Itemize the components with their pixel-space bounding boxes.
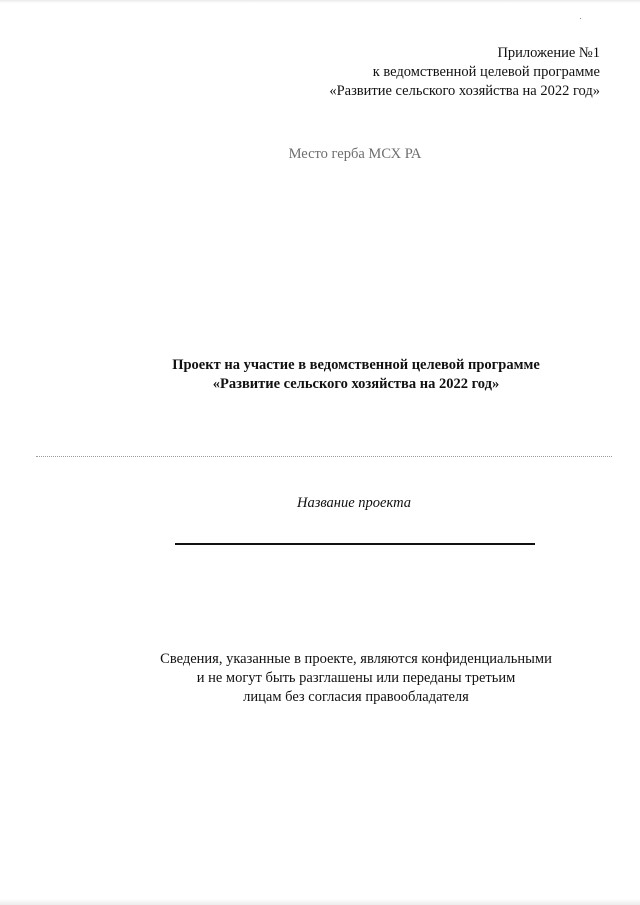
project-title-line-1: Проект на участие в ведомственной целевой программе [172,357,540,373]
project-title [0,356,640,394]
confidentiality-line-1: Сведения, указанные в проекте, являются конфиденциальными [160,651,552,667]
project-name-underline [175,543,535,545]
scan-speck [580,18,581,19]
project-name-label: Название проекта [296,495,411,511]
coat-of-arms-placeholder: Место герба МСХ РА [288,146,422,162]
project-title-line-2: «Развитие сельского хозяйства на 2022 год» [212,376,500,392]
dotted-separator [36,456,612,457]
confidentiality-line-2: и не могут быть разглашены или переданы третьим [196,670,516,686]
appendix-program-ref: к ведомственной целевой программе [372,64,600,80]
confidentiality-notice [0,650,640,707]
scan-edge-bottom [0,899,640,905]
confidentiality-line-3: лицам без согласия правообладателя [243,689,469,705]
appendix-header [329,44,600,101]
appendix-program-name: «Развитие сельского хозяйства на 2022 год» [329,83,600,99]
scan-edge-top [0,0,640,3]
appendix-number: Приложение №1 [497,45,600,61]
